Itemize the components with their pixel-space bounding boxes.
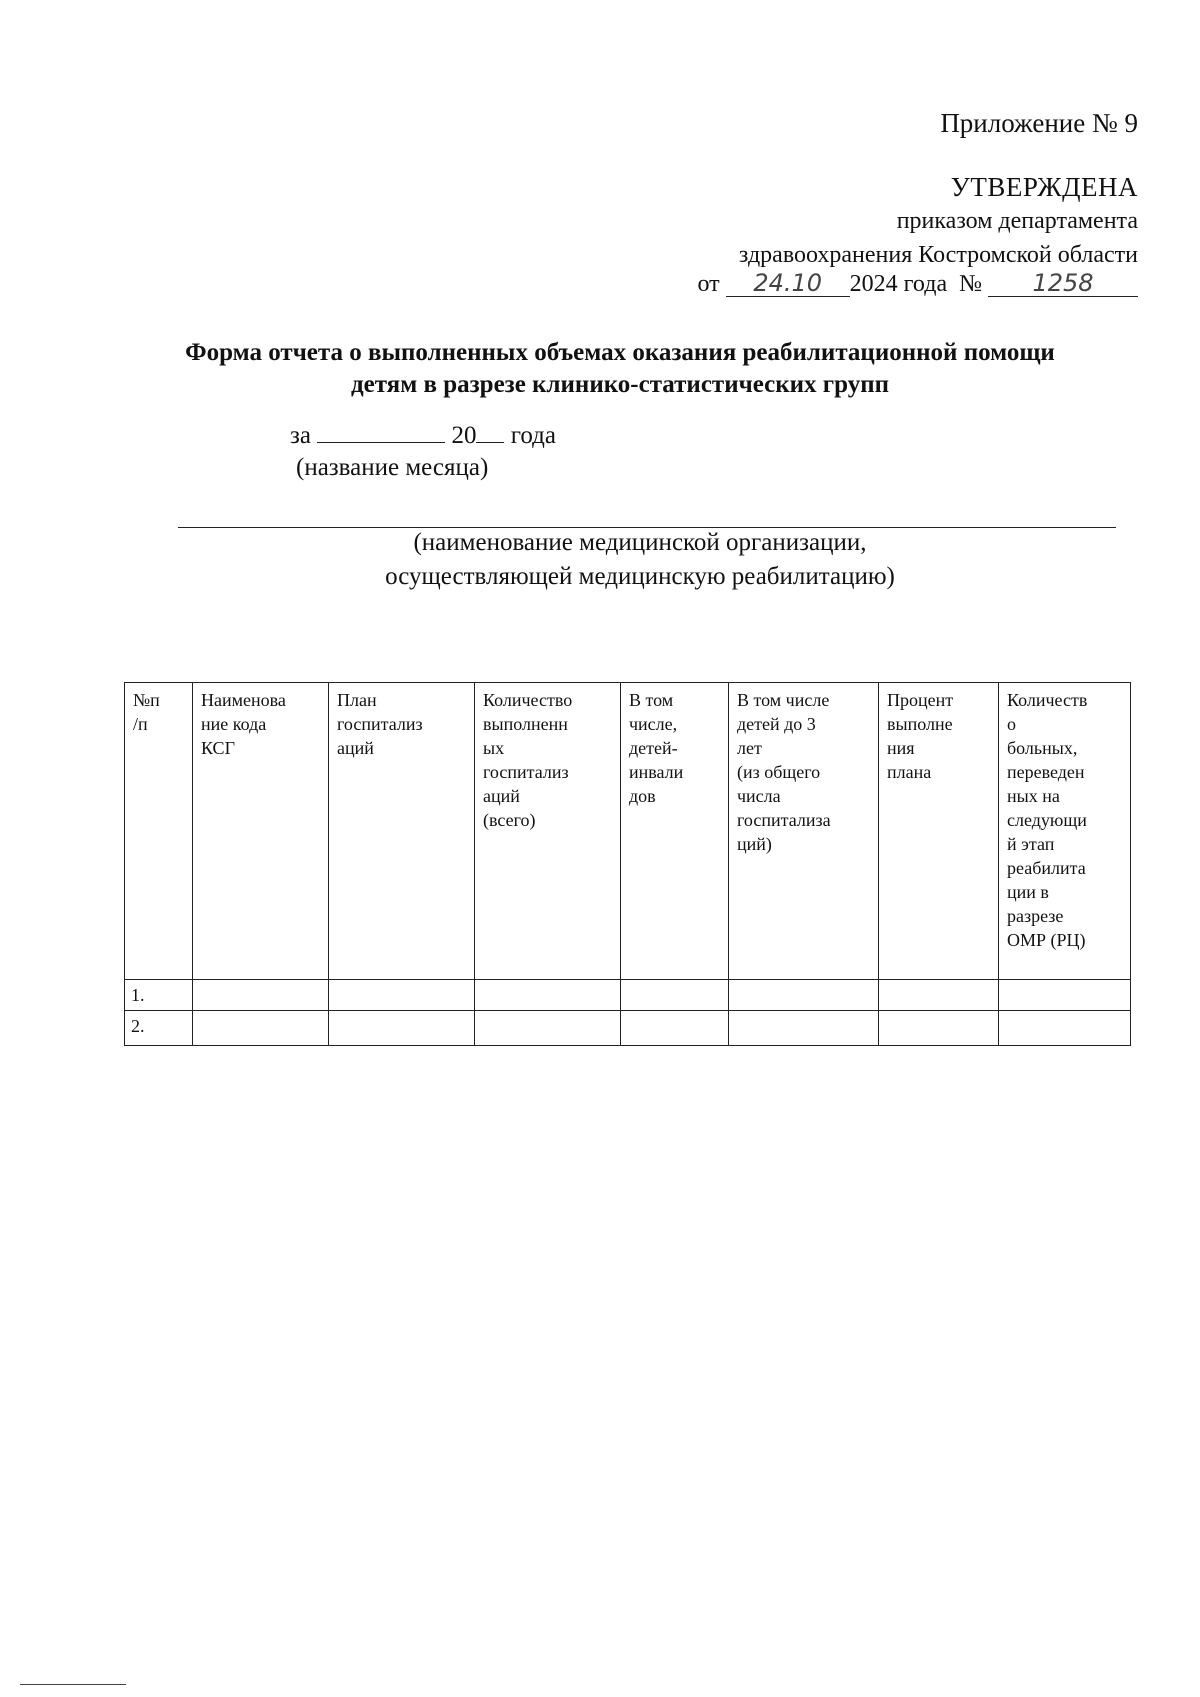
order-year-text: 2024 года — [849, 271, 948, 297]
table-cell — [621, 980, 729, 1011]
order-number-prefix: № — [959, 271, 982, 297]
column-header: План госпитализ аций — [329, 683, 475, 980]
table-cell — [329, 1011, 475, 1046]
organization-note-text: (наименование медицинской организации, осуществляющей медицинскую реабилитацию) — [385, 529, 895, 590]
month-blank — [317, 420, 445, 443]
table-cell — [999, 1011, 1131, 1046]
table-cell — [879, 1011, 999, 1046]
table-cell — [475, 1011, 621, 1046]
table-cell — [329, 980, 475, 1011]
table-cell — [729, 980, 879, 1011]
order-date-handwritten: 24.10 — [726, 270, 850, 297]
column-header: В том числе, детей- инвали дов — [621, 683, 729, 980]
footer-separator — [20, 1684, 126, 1685]
order-number-handwritten: 1258 — [988, 270, 1138, 297]
report-table — [124, 682, 1131, 1046]
table-cell: 1. — [125, 980, 193, 1011]
organization-note — [260, 526, 1020, 594]
column-header: Количеств о больных, переведен ных на следующи й этап реабилита ции в разрезе ОМР (РЦ) — [999, 683, 1131, 980]
order-prefix: от — [697, 271, 720, 297]
column-header: Наименова ние кода КСГ — [193, 683, 329, 980]
table-cell — [193, 1011, 329, 1046]
year-blank — [476, 420, 504, 443]
approved-label: УТВЕРЖДЕНА — [950, 172, 1138, 202]
column-header: Процент выполне ния плана — [879, 683, 999, 980]
column-header: Количество выполненн ых госпитализ аций (всего) — [475, 683, 621, 980]
order-date-line — [698, 270, 1139, 298]
order-line-1: приказом департамента — [896, 208, 1138, 234]
table-row — [125, 980, 1131, 1011]
appendix-label: Приложение № 9 — [940, 108, 1138, 138]
period-line — [290, 420, 556, 450]
period-century: 20 — [451, 422, 477, 449]
table-cell — [475, 980, 621, 1011]
table-cell — [999, 980, 1131, 1011]
table-cell — [621, 1011, 729, 1046]
table-cell: 2. — [125, 1011, 193, 1046]
form-title: Форма отчета о выполненных объемах оказания реабилитационной помощи детям в разрезе клинико-статистических групп — [185, 339, 1055, 398]
order-line-2: здравоохранения Костромской области — [738, 242, 1138, 268]
table-cell — [729, 1011, 879, 1046]
month-note: (название месяца) — [296, 454, 489, 481]
table-cell — [879, 980, 999, 1011]
period-suffix: года — [510, 422, 556, 449]
column-header: В том числе детей до 3 лет (из общего числа госпитализа ций) — [729, 683, 879, 980]
table-header-row — [125, 683, 1131, 980]
table-row — [125, 1011, 1131, 1046]
column-header: №п /п — [125, 683, 193, 980]
table-cell — [193, 980, 329, 1011]
period-prefix: за — [290, 422, 311, 449]
